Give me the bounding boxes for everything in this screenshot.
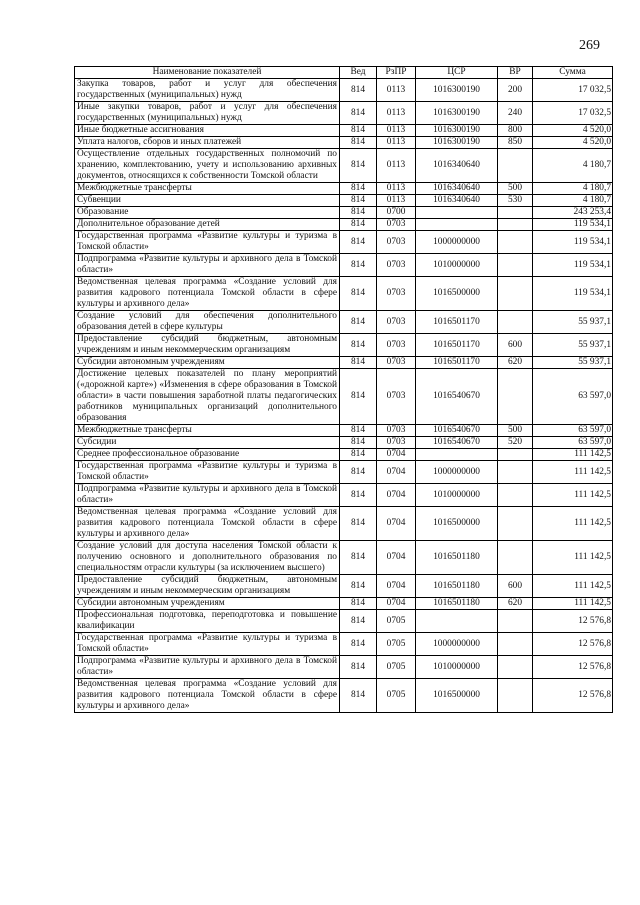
- table-row: [75, 610, 613, 633]
- cell-vr: 620: [498, 598, 533, 610]
- cell-name: Государственная программа «Развитие культуры и туризма в Томской области»: [75, 231, 340, 254]
- column-header-ved: Вед: [340, 67, 377, 79]
- cell-ved: 814: [340, 219, 377, 231]
- cell-sum: 12 576,8: [533, 610, 613, 633]
- table-row: [75, 656, 613, 679]
- cell-vr: 240: [498, 102, 533, 125]
- cell-ved: 814: [340, 102, 377, 125]
- cell-ved: 814: [340, 575, 377, 598]
- cell-rzpr: 0703: [377, 231, 416, 254]
- cell-rzpr: 0704: [377, 507, 416, 541]
- cell-ved: 814: [340, 149, 377, 183]
- cell-csr: 1016501180: [416, 541, 498, 575]
- cell-name: Профессиональная подготовка, переподготовка и повышение квалификации: [75, 610, 340, 633]
- cell-sum: 111 142,5: [533, 541, 613, 575]
- cell-name: Подпрограмма «Развитие культуры и архивного дела в Томской области»: [75, 656, 340, 679]
- cell-sum: 4 180,7: [533, 149, 613, 183]
- cell-csr: 1000000000: [416, 461, 498, 484]
- cell-ved: 814: [340, 183, 377, 195]
- table-row: [75, 484, 613, 507]
- cell-name: Межбюджетные трансферты: [75, 425, 340, 437]
- cell-name: Иные закупки товаров, работ и услуг для обеспечения государственных (муниципальных) нужд: [75, 102, 340, 125]
- cell-vr: 600: [498, 575, 533, 598]
- cell-rzpr: 0705: [377, 656, 416, 679]
- cell-ved: 814: [340, 231, 377, 254]
- cell-ved: 814: [340, 461, 377, 484]
- cell-vr: [498, 633, 533, 656]
- table-row: [75, 598, 613, 610]
- cell-csr: 1016500000: [416, 679, 498, 713]
- cell-sum: 119 534,1: [533, 231, 613, 254]
- table-header-row: [75, 67, 613, 79]
- cell-rzpr: 0705: [377, 633, 416, 656]
- cell-rzpr: 0703: [377, 357, 416, 369]
- table-row: [75, 79, 613, 102]
- cell-ved: 814: [340, 610, 377, 633]
- cell-vr: [498, 507, 533, 541]
- cell-rzpr: 0703: [377, 334, 416, 357]
- cell-ved: 814: [340, 79, 377, 102]
- cell-vr: 520: [498, 437, 533, 449]
- cell-csr: 1016500000: [416, 507, 498, 541]
- cell-vr: [498, 484, 533, 507]
- cell-csr: 1010000000: [416, 254, 498, 277]
- cell-sum: 12 576,8: [533, 633, 613, 656]
- cell-sum: 119 534,1: [533, 277, 613, 311]
- cell-vr: 850: [498, 137, 533, 149]
- cell-rzpr: 0113: [377, 183, 416, 195]
- table-row: [75, 311, 613, 334]
- page-number: 269: [579, 38, 600, 53]
- cell-sum: 63 597,0: [533, 437, 613, 449]
- cell-sum: 12 576,8: [533, 656, 613, 679]
- cell-name: Предоставление субсидий бюджетным, автономным учреждениям и иным некоммерческим организациям: [75, 575, 340, 598]
- cell-sum: 111 142,5: [533, 598, 613, 610]
- cell-csr: 1016340640: [416, 183, 498, 195]
- cell-vr: [498, 541, 533, 575]
- cell-vr: [498, 461, 533, 484]
- cell-rzpr: 0113: [377, 125, 416, 137]
- cell-csr: 1016300190: [416, 102, 498, 125]
- cell-vr: [498, 369, 533, 425]
- cell-ved: 814: [340, 125, 377, 137]
- cell-csr: 1016540670: [416, 369, 498, 425]
- table-row: [75, 102, 613, 125]
- cell-rzpr: 0704: [377, 461, 416, 484]
- cell-vr: [498, 254, 533, 277]
- cell-ved: 814: [340, 334, 377, 357]
- cell-ved: 814: [340, 254, 377, 277]
- cell-sum: 17 032,5: [533, 102, 613, 125]
- table-row: [75, 137, 613, 149]
- cell-name: Межбюджетные трансферты: [75, 183, 340, 195]
- cell-csr: 1010000000: [416, 484, 498, 507]
- column-header-sum: Сумма: [533, 67, 613, 79]
- cell-ved: 814: [340, 311, 377, 334]
- cell-ved: 814: [340, 369, 377, 425]
- cell-sum: 55 937,1: [533, 357, 613, 369]
- table-row: [75, 357, 613, 369]
- cell-csr: 1016501170: [416, 357, 498, 369]
- table-row: [75, 277, 613, 311]
- cell-rzpr: 0703: [377, 311, 416, 334]
- cell-name: Достижение целевых показателей по плану мероприятий («дорожной карте») «Изменения в сфере образования в Томской области» в части повышения заработной платы педагогических работников муниципальных организаций дополнительного образования: [75, 369, 340, 425]
- table-row: [75, 254, 613, 277]
- cell-name: Подпрограмма «Развитие культуры и архивного дела в Томской области»: [75, 254, 340, 277]
- cell-vr: 500: [498, 183, 533, 195]
- cell-name: Ведомственная целевая программа «Создание условий для развития кадрового потенциала Томской области в сфере культуры и архивного дела»: [75, 679, 340, 713]
- column-header-name: Наименование показателей: [75, 67, 340, 79]
- cell-sum: 111 142,5: [533, 449, 613, 461]
- cell-vr: [498, 679, 533, 713]
- cell-ved: 814: [340, 656, 377, 679]
- cell-ved: 814: [340, 195, 377, 207]
- cell-ved: 814: [340, 357, 377, 369]
- cell-csr: 1016300190: [416, 79, 498, 102]
- cell-rzpr: 0704: [377, 598, 416, 610]
- cell-ved: 814: [340, 598, 377, 610]
- cell-csr: 1016501180: [416, 598, 498, 610]
- table-row: [75, 369, 613, 425]
- cell-csr: 1000000000: [416, 231, 498, 254]
- table-row: [75, 149, 613, 183]
- cell-rzpr: 0704: [377, 575, 416, 598]
- cell-rzpr: 0113: [377, 102, 416, 125]
- cell-vr: [498, 231, 533, 254]
- table-body: [75, 79, 613, 713]
- table-row: [75, 507, 613, 541]
- cell-csr: 1016501170: [416, 311, 498, 334]
- cell-vr: 620: [498, 357, 533, 369]
- cell-vr: [498, 449, 533, 461]
- table-row: [75, 219, 613, 231]
- table-row: [75, 633, 613, 656]
- cell-name: Уплата налогов, сборов и иных платежей: [75, 137, 340, 149]
- cell-rzpr: 0703: [377, 369, 416, 425]
- cell-vr: [498, 311, 533, 334]
- cell-csr: [416, 449, 498, 461]
- cell-sum: 111 142,5: [533, 484, 613, 507]
- cell-rzpr: 0113: [377, 195, 416, 207]
- cell-sum: 55 937,1: [533, 311, 613, 334]
- cell-csr: 1000000000: [416, 633, 498, 656]
- cell-name: Создание условий для обеспечения дополнительного образования детей в сфере культуры: [75, 311, 340, 334]
- cell-name: Создание условий для доступа населения Томской области к получению основного и дополнительного образования по специальностям отрасли культуры (за исключением высшего): [75, 541, 340, 575]
- column-header-rzpr: РзПР: [377, 67, 416, 79]
- cell-csr: 1016340640: [416, 149, 498, 183]
- cell-ved: 814: [340, 633, 377, 656]
- cell-sum: 17 032,5: [533, 79, 613, 102]
- cell-sum: 63 597,0: [533, 425, 613, 437]
- cell-name: Субсидии: [75, 437, 340, 449]
- column-header-vr: ВР: [498, 67, 533, 79]
- cell-sum: 111 142,5: [533, 461, 613, 484]
- cell-name: Субвенции: [75, 195, 340, 207]
- cell-csr: 1016540670: [416, 437, 498, 449]
- cell-name: Субсидии автономным учреждениям: [75, 357, 340, 369]
- cell-ved: 814: [340, 449, 377, 461]
- cell-sum: 243 253,4: [533, 207, 613, 219]
- cell-rzpr: 0113: [377, 79, 416, 102]
- cell-rzpr: 0703: [377, 437, 416, 449]
- cell-vr: 500: [498, 425, 533, 437]
- cell-name: Иные бюджетные ассигнования: [75, 125, 340, 137]
- cell-vr: 600: [498, 334, 533, 357]
- cell-sum: 111 142,5: [533, 575, 613, 598]
- cell-vr: 800: [498, 125, 533, 137]
- cell-name: Среднее профессиональное образование: [75, 449, 340, 461]
- budget-table: [74, 66, 613, 713]
- cell-name: Образование: [75, 207, 340, 219]
- cell-sum: 119 534,1: [533, 254, 613, 277]
- cell-ved: 814: [340, 137, 377, 149]
- cell-sum: 4 180,7: [533, 195, 613, 207]
- cell-name: Дополнительное образование детей: [75, 219, 340, 231]
- cell-name: Государственная программа «Развитие культуры и туризма в Томской области»: [75, 461, 340, 484]
- cell-ved: 814: [340, 679, 377, 713]
- cell-rzpr: 0703: [377, 425, 416, 437]
- cell-rzpr: 0704: [377, 449, 416, 461]
- cell-ved: 814: [340, 425, 377, 437]
- table-row: [75, 231, 613, 254]
- cell-csr: 1016540670: [416, 425, 498, 437]
- cell-name: Ведомственная целевая программа «Создание условий для развития кадрового потенциала Томской области в сфере культуры и архивного дела»: [75, 507, 340, 541]
- cell-rzpr: 0113: [377, 149, 416, 183]
- cell-sum: 4 180,7: [533, 183, 613, 195]
- cell-sum: 119 534,1: [533, 219, 613, 231]
- cell-sum: 4 520,0: [533, 137, 613, 149]
- cell-name: Подпрограмма «Развитие культуры и архивного дела в Томской области»: [75, 484, 340, 507]
- table-row: [75, 679, 613, 713]
- cell-vr: [498, 610, 533, 633]
- cell-csr: 1016500000: [416, 277, 498, 311]
- cell-csr: [416, 207, 498, 219]
- cell-vr: [498, 656, 533, 679]
- cell-rzpr: 0703: [377, 277, 416, 311]
- cell-sum: 111 142,5: [533, 507, 613, 541]
- cell-csr: 1010000000: [416, 656, 498, 679]
- cell-rzpr: 0113: [377, 137, 416, 149]
- cell-ved: 814: [340, 437, 377, 449]
- table-row: [75, 437, 613, 449]
- table-row: [75, 125, 613, 137]
- cell-sum: 4 520,0: [533, 125, 613, 137]
- cell-csr: 1016501170: [416, 334, 498, 357]
- cell-name: Субсидии автономным учреждениям: [75, 598, 340, 610]
- table-row: [75, 461, 613, 484]
- cell-vr: [498, 277, 533, 311]
- table-row: [75, 334, 613, 357]
- cell-vr: [498, 149, 533, 183]
- column-header-csr: ЦСР: [416, 67, 498, 79]
- table-row: [75, 425, 613, 437]
- cell-name: Закупка товаров, работ и услуг для обеспечения государственных (муниципальных) нужд: [75, 79, 340, 102]
- cell-sum: 63 597,0: [533, 369, 613, 425]
- cell-name: Государственная программа «Развитие культуры и туризма в Томской области»: [75, 633, 340, 656]
- cell-rzpr: 0705: [377, 679, 416, 713]
- cell-vr: 530: [498, 195, 533, 207]
- cell-ved: 814: [340, 484, 377, 507]
- cell-rzpr: 0704: [377, 541, 416, 575]
- table-row: [75, 183, 613, 195]
- cell-ved: 814: [340, 207, 377, 219]
- cell-csr: [416, 610, 498, 633]
- cell-sum: 55 937,1: [533, 334, 613, 357]
- cell-csr: [416, 219, 498, 231]
- cell-sum: 12 576,8: [533, 679, 613, 713]
- cell-vr: [498, 219, 533, 231]
- cell-ved: 814: [340, 277, 377, 311]
- table-row: [75, 575, 613, 598]
- cell-rzpr: 0705: [377, 610, 416, 633]
- cell-vr: [498, 207, 533, 219]
- cell-rzpr: 0703: [377, 219, 416, 231]
- cell-csr: 1016300190: [416, 137, 498, 149]
- cell-rzpr: 0700: [377, 207, 416, 219]
- cell-rzpr: 0703: [377, 254, 416, 277]
- cell-name: Предоставление субсидий бюджетным, автономным учреждениям и иным некоммерческим организациям: [75, 334, 340, 357]
- cell-csr: 1016340640: [416, 195, 498, 207]
- cell-csr: 1016300190: [416, 125, 498, 137]
- cell-name: Осуществление отдельных государственных полномочий по хранению, комплектованию, учету и использованию архивных документов, относящихся к собственности Томской области: [75, 149, 340, 183]
- cell-csr: 1016501180: [416, 575, 498, 598]
- table-row: [75, 541, 613, 575]
- cell-name: Ведомственная целевая программа «Создание условий для развития кадрового потенциала Томской области в сфере культуры и архивного дела»: [75, 277, 340, 311]
- cell-ved: 814: [340, 507, 377, 541]
- table-row: [75, 449, 613, 461]
- table-row: [75, 207, 613, 219]
- cell-ved: 814: [340, 541, 377, 575]
- cell-vr: 200: [498, 79, 533, 102]
- cell-rzpr: 0704: [377, 484, 416, 507]
- table-row: [75, 195, 613, 207]
